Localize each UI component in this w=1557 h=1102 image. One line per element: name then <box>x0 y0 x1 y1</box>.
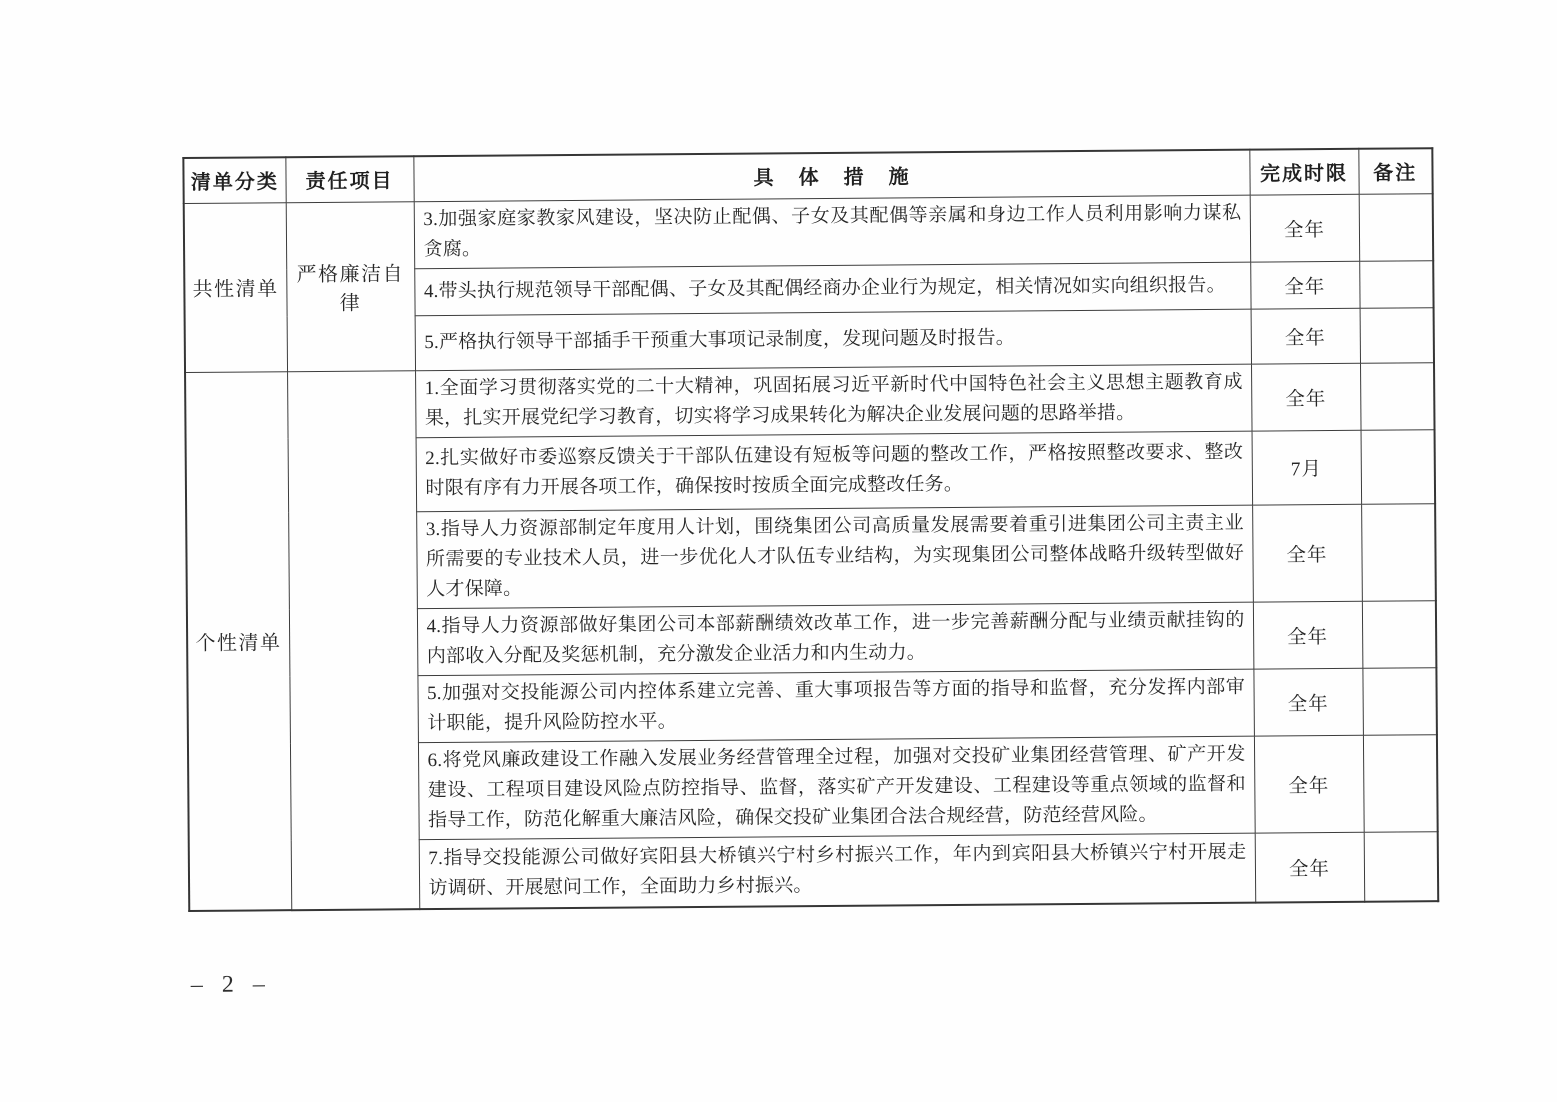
deadline-cell: 全年 <box>1250 261 1359 309</box>
page-number: – 2 – <box>190 971 267 998</box>
remark-cell <box>1364 831 1439 902</box>
remark-cell <box>1362 667 1437 735</box>
remark-cell <box>1360 307 1434 363</box>
category-cell: 共性清单 <box>184 202 287 372</box>
category-cell: 个性清单 <box>185 371 291 911</box>
header-measures: 具 体 措 施 <box>413 150 1249 202</box>
measure-cell: 3.指导人力资源部制定年度用人计划，围绕集团公司高质量发展需要着重引进集团公司主责主业所需要的专业技术人员，进一步优化人才队伍专业结构，为实现集团公司整体战略升级转型做好人才保障。 <box>416 505 1253 609</box>
remark-cell <box>1359 260 1433 308</box>
measure-cell: 3.加强家庭家教家风建设，坚决防止配偶、子女及其配偶等亲属和身边工作人员利用影响力谋私贪腐。 <box>414 195 1251 269</box>
deadline-cell: 全年 <box>1251 363 1361 431</box>
measure-cell: 5.严格执行领导干部插手干预重大事项记录制度，发现问题及时报告。 <box>415 309 1251 371</box>
header-category: 清单分类 <box>183 157 285 203</box>
header-project: 责任项目 <box>285 156 413 202</box>
deadline-cell: 全年 <box>1252 504 1362 602</box>
table-row <box>185 362 1434 439</box>
remark-cell <box>1360 362 1435 430</box>
project-cell <box>287 370 419 910</box>
deadline-cell: 7月 <box>1252 430 1362 505</box>
remark-cell <box>1362 600 1437 668</box>
table-row <box>184 193 1433 270</box>
measure-cell: 1.全面学习贯彻落实党的二十大精神，巩固拓展习近平新时代中国特色社会主义思想主题教育成果，扎实开展党纪学习教育，切实将学习成果转化为解决企业发展问题的思路举措。 <box>415 364 1252 438</box>
deadline-cell: 全年 <box>1253 601 1363 669</box>
measure-cell: 5.加强对交投能源公司内控体系建立完善、重大事项报告等方面的指导和监督，充分发挥内部审计职能，提升风险防控水平。 <box>417 669 1254 743</box>
header-remark: 备注 <box>1358 148 1432 194</box>
remark-cell <box>1361 503 1436 601</box>
remark-cell <box>1363 734 1438 832</box>
measure-cell: 7.指导交投能源公司做好宾阳县大桥镇兴宁村乡村振兴工作，年内到宾阳县大桥镇兴宁村开展走访调研、开展慰问工作，全面助力乡村振兴。 <box>419 833 1256 910</box>
deadline-cell: 全年 <box>1251 308 1360 364</box>
deadline-cell: 全年 <box>1254 735 1364 833</box>
deadline-cell: 全年 <box>1255 832 1365 903</box>
remark-cell <box>1361 429 1436 504</box>
measure-cell: 2.扎实做好市委巡察反馈关于干部队伍建设有短板等问题的整改工作，严格按照整改要求、整改时限有序有力开展各项工作，确保按时按质全面完成整改任务。 <box>416 431 1253 512</box>
deadline-cell: 全年 <box>1253 668 1363 736</box>
measure-cell: 4.指导人力资源部做好集团公司本部薪酬绩效改革工作，进一步完善薪酬分配与业绩贡献挂钩的内部收入分配及奖惩机制，充分激发企业活力和内生动力。 <box>417 602 1254 676</box>
project-cell: 严格廉洁自律 <box>286 201 415 371</box>
deadline-cell: 全年 <box>1250 194 1360 262</box>
measure-cell: 4.带头执行规范领导干部配偶、子女及其配偶经商办企业行为规定，相关情况如实向组织报告。 <box>414 262 1250 316</box>
responsibility-list-table <box>182 147 1439 912</box>
measure-cell: 6.将党风廉政建设工作融入发展业务经营管理全过程，加强对交投矿业集团经营管理、矿产开发建设、工程项目建设风险点防控指导、监督，落实矿产开发建设、工程建设等重点领域的监督和指导工作，防范化解重大廉洁风险，确保交投矿业集团合法合规经营，防范经营风险。 <box>418 736 1255 840</box>
remark-cell <box>1359 193 1434 261</box>
header-deadline: 完成时限 <box>1249 149 1358 195</box>
